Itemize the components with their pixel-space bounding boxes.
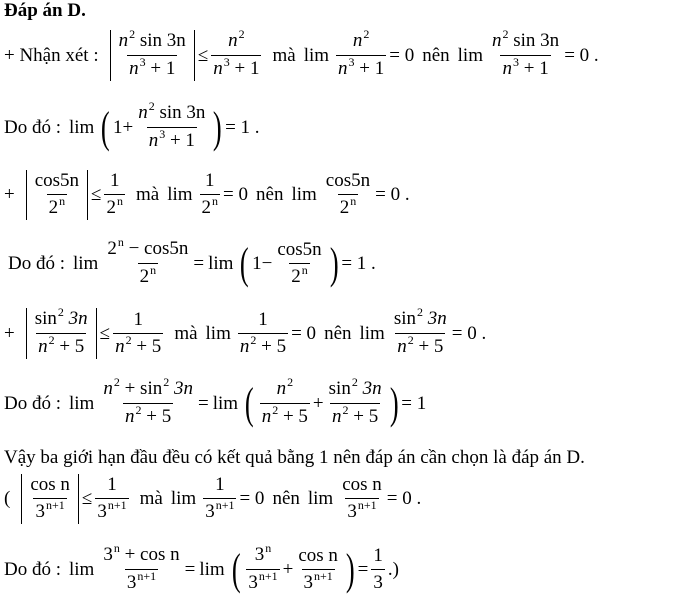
lim-operator-5: lim <box>291 184 317 205</box>
open-paren: ( <box>4 488 11 509</box>
final-conclusion <box>4 447 585 469</box>
equals-sign-4: = <box>357 558 369 580</box>
fraction-n2-over-n3p1-b: $\frac{n^2}{n^3 + 1}$ <box>338 27 385 79</box>
equals-one-dot: = 1 . <box>225 116 260 138</box>
nen-word-4: nên <box>272 488 300 509</box>
equals-one-dot-2: = 1 . <box>341 252 376 274</box>
ma-word: mà <box>272 44 296 66</box>
lim-operator-8: lim <box>205 322 231 344</box>
plus-sign-2: + <box>4 322 15 344</box>
plus-sign: + <box>4 184 15 205</box>
equals-zero-dot: = 0 . <box>564 44 599 66</box>
lim-operator-15: lim <box>199 558 225 580</box>
conclusion-line-1: Do đó : lim ( 1+ $\frac{n^2 \sin 3n}{n^3 + 1}$ ) = 1 . <box>4 99 260 152</box>
equals-zero: = 0 <box>389 44 415 66</box>
lim-operator-3: lim <box>69 116 95 138</box>
fraction-n2-plus-sin2-3n-over-n2p5: $\frac{n^2 + \sin^2 3n}{n^2 + 5}$ <box>103 375 193 427</box>
final-conclusion-text: Vậy ba giới hạn đầu đều có kết quả bằng 1 nên đáp án cần chọn là đáp án D. <box>4 447 585 468</box>
nen-word: nên <box>422 44 450 66</box>
do-do-label: Do đó : <box>4 116 61 138</box>
abs-value-3 <box>26 305 97 359</box>
le-sign-4: ≤ <box>81 488 93 509</box>
equals-zero-2: = 0 <box>223 184 249 205</box>
fraction-n2-over-n3p1: $\frac{n^2}{n^3 + 1}$ <box>213 27 260 79</box>
le-sign-3: ≤ <box>99 322 111 344</box>
fraction-cos5n-over-2n-c: $\frac{\cos 5n}{2^n}$ <box>277 238 322 287</box>
ma-word-3: mà <box>174 322 198 344</box>
do-do-label-4: Do đó : <box>4 558 61 580</box>
remark-line-2 <box>4 170 410 220</box>
fraction-1-over-n2p5: $\frac{1}{n^2 + 5}$ <box>115 308 162 357</box>
lim-operator-12: lim <box>170 488 197 509</box>
equals-zero-4: = 0 <box>239 488 265 509</box>
equals-zero-3: = 0 <box>291 322 317 344</box>
equals-zero-dot-4: = 0 . <box>386 488 422 509</box>
lim-operator-13: lim <box>307 488 334 509</box>
remark-line-1 <box>4 27 599 81</box>
equals-one: = 1 <box>401 392 427 414</box>
fraction-n2sin3n-over-n3p1-c: $\frac{n^2 \sin 3n}{n^3 + 1}$ <box>138 99 206 151</box>
fraction-n2-over-n2p5: $\frac{n^2}{n^2 + 5}$ <box>261 375 308 427</box>
plus-operator: + <box>312 392 324 414</box>
fraction-one-third: $\frac{1}{3}$ <box>373 545 383 593</box>
fraction-cosn-over-3n1-b: $\frac{\text{cos n}}{3^{n+1}}$ <box>342 474 382 522</box>
remark-line-3 <box>4 305 487 359</box>
equals-sign-3: = <box>184 558 196 580</box>
lim-operator-7: lim <box>208 252 234 274</box>
lim-operator: lim <box>303 44 330 66</box>
fraction-3n-plus-cosn-over-3n1: $\frac{3^n + \cos n}{3^{n+1}}$ <box>103 541 180 593</box>
lim-operator-10: lim <box>69 392 95 414</box>
abs-value-1 <box>110 27 195 81</box>
lim-operator-14: lim <box>69 558 95 580</box>
equals-zero-dot-3: = 0 . <box>451 322 487 344</box>
do-do-label-3: Do đó : <box>4 392 61 414</box>
le-sign-2: ≤ <box>91 184 102 205</box>
fraction-sin2-3n-over-n2p5-b: $\frac{\sin^2 3n}{n^2 + 5}$ <box>393 305 447 357</box>
fraction-2n-minus-cos5n-over-2n: $\frac{2^n - \cos 5n}{2^n}$ <box>107 235 189 287</box>
conclusion-line-4: Do đó : lim $\frac{3^n + \cos n}{3^{n+1}}$ = lim ( $\frac{3^n}{3^{n+1}}$ + $\frac{\text{cos n}}{3^{n+1}}$ ) = $\frac{1}{3}$ .) <box>4 541 399 594</box>
ma-word-4: mà <box>139 488 163 509</box>
fraction-1-over-2n: $\frac{1}{2^n}$ <box>106 170 123 218</box>
abs-value-4 <box>21 474 79 524</box>
conclusion-line-3: Do đó : lim $\frac{n^2 + \sin^2 3n}{n^2 + 5}$ = lim ( $\frac{n^2}{n^2 + 5}$ + $\frac{\sin^2 3n}{n^2 + 5}$ ) = 1 <box>4 375 427 428</box>
fraction-sin2-3n-over-n2p5-c: $\frac{\sin^2 3n}{n^2 + 5}$ <box>328 375 382 427</box>
plus-operator-2: + <box>282 558 294 580</box>
answer-heading <box>4 0 86 22</box>
le-sign: ≤ <box>197 44 209 66</box>
equals-zero-dot-2: = 0 . <box>375 184 410 205</box>
lim-operator-4: lim <box>167 184 193 205</box>
fraction-1-over-3n1: $\frac{1}{3^{n+1}}$ <box>97 474 127 522</box>
fraction-cosn-over-3n1-c: $\frac{\text{cos n}}{3^{n+1}}$ <box>298 544 338 593</box>
answer-heading-text: Đáp án D. <box>4 0 86 21</box>
fraction-cos5n-over-2n-b: $\frac{\cos 5n}{2^n}$ <box>325 170 371 218</box>
fraction-sin2-3n-over-n2p5: $\frac{\sin^2 3n}{n^2 + 5}$ <box>34 305 88 357</box>
fraction-1-over-3n1-b: $\frac{1}{3^{n+1}}$ <box>205 474 235 522</box>
do-do-label-2: Do đó : <box>8 252 65 274</box>
equals-sign: = <box>193 252 205 274</box>
lim-operator-2: lim <box>457 44 483 66</box>
lim-operator-9: lim <box>359 322 385 344</box>
fraction-1-over-n2p5-b: $\frac{1}{n^2 + 5}$ <box>239 308 287 357</box>
lim-operator-6: lim <box>73 252 99 274</box>
fraction-cosn-over-3n1: $\frac{\text{cos n}}{3^{n+1}}$ <box>30 474 70 522</box>
one-minus: 1− <box>252 252 273 274</box>
fraction-3n-over-3n1: $\frac{3^n}{3^{n+1}}$ <box>248 541 278 593</box>
lim-operator-11: lim <box>212 392 239 414</box>
fraction-1-over-2n-b: $\frac{1}{2^n}$ <box>201 170 219 218</box>
ma-word-2: mà <box>135 184 160 205</box>
remark-label: + Nhận xét : <box>4 44 99 66</box>
remark-line-4 <box>4 474 421 524</box>
fraction-n2sin3n-over-n3p1-b: $\frac{n^2 \sin 3n}{n^3 + 1}$ <box>492 27 560 79</box>
abs-value-2 <box>26 170 88 220</box>
equals-sign-2: = <box>197 392 209 414</box>
fraction-n2sin3n-over-n3p1: $\frac{n^2 \sin 3n}{n^3 + 1}$ <box>118 27 186 79</box>
fraction-cos5n-over-2n: $\frac{\cos 5n}{2^n}$ <box>34 170 80 218</box>
close-dot-paren: .) <box>387 558 399 580</box>
conclusion-line-2: Do đó : lim $\frac{2^n - \cos 5n}{2^n}$ = lim ( 1− $\frac{\cos 5n}{2^n}$ ) = 1 . <box>8 235 376 288</box>
nen-word-2: nên <box>256 184 284 205</box>
one-plus: 1+ <box>113 116 134 138</box>
nen-word-3: nên <box>324 322 352 344</box>
